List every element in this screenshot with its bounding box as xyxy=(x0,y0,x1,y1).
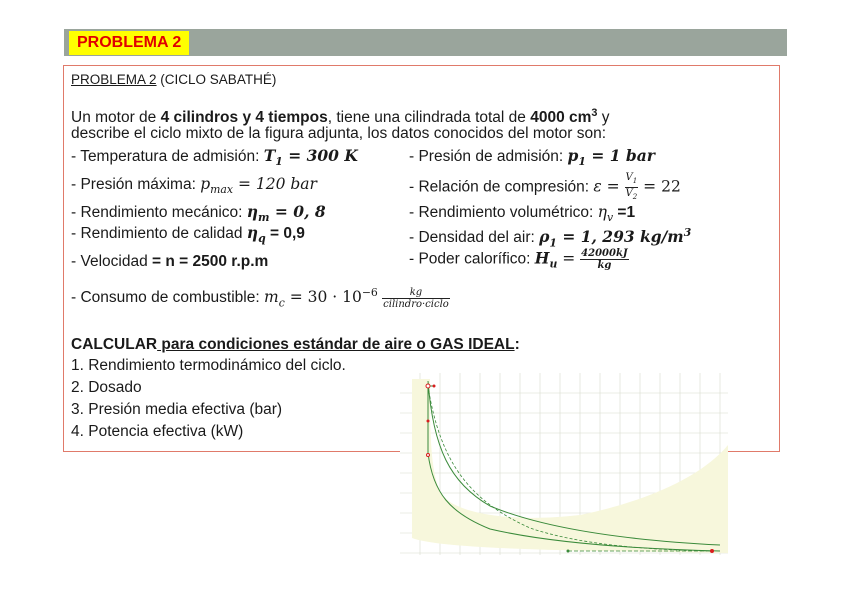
param-exponent: −6 xyxy=(361,286,378,299)
param-sub: 1 xyxy=(275,155,283,169)
intro-text-3: y xyxy=(597,109,610,127)
param-intake-pressure xyxy=(409,147,655,171)
param-label: - Rendimiento volumétrico: xyxy=(409,204,598,221)
param-sub: q xyxy=(258,232,266,246)
param-sub: u xyxy=(549,257,558,271)
calc-title-b: para condiciones estándar de aire o GAS IDEAL xyxy=(157,336,515,353)
param-sub: m xyxy=(258,211,270,225)
param-value: = 22 xyxy=(638,177,681,196)
param-label: - Relación de compresión: xyxy=(409,178,594,196)
cycle-point xyxy=(567,550,570,553)
param-speed xyxy=(71,253,268,271)
intro-bold-2: 4000 cm xyxy=(530,109,592,127)
fraction-denominator: kg xyxy=(597,260,612,271)
calc-item: 4. Potencia efectiva (kW) xyxy=(71,423,244,440)
param-temperature xyxy=(71,147,358,171)
intro-text-1: Un motor de xyxy=(71,109,161,127)
cycle-point xyxy=(427,420,430,423)
problem-heading-rest: (CICLO SABATHÉ) xyxy=(156,72,277,87)
param-max-pressure xyxy=(71,175,317,199)
fraction-numerator: V xyxy=(625,172,633,183)
problem-title-tab: PROBLEMA 2 xyxy=(69,31,189,55)
param-value: = 1 bar xyxy=(585,146,655,165)
param-symbol: H xyxy=(534,248,550,268)
param-value: = n = 2500 r.p.m xyxy=(152,253,269,270)
cycle-point xyxy=(710,549,714,553)
param-sub: max xyxy=(210,183,234,197)
param-value: =1 xyxy=(613,204,636,221)
param-label: - Densidad del air: xyxy=(409,229,540,247)
param-fuel-consumption xyxy=(71,284,450,312)
param-symbol: ε = xyxy=(593,177,625,196)
problem-heading xyxy=(71,71,276,89)
param-label: - Rendimiento mecánico: xyxy=(71,204,247,221)
param-value: = 120 bar xyxy=(233,175,317,193)
param-compression-ratio xyxy=(409,172,681,203)
param-symbol: ρ xyxy=(539,227,550,247)
param-symbol: T xyxy=(263,146,276,165)
calc-title-c: : xyxy=(514,336,520,353)
problem-heading-main: PROBLEMA 2 xyxy=(71,72,157,87)
fraction-numerator: kg xyxy=(382,287,450,299)
intro-text-2: , tiene una cilindrada total de xyxy=(327,109,531,127)
param-equals: = xyxy=(557,249,581,268)
calc-item: 2. Dosado xyxy=(71,379,142,396)
intro-line-1 xyxy=(71,104,610,127)
param-label: - Presión de admisión: xyxy=(409,148,568,165)
param-value: = 30 · 10 xyxy=(284,288,362,307)
cycle-point xyxy=(433,385,436,388)
param-label: - Presión máxima: xyxy=(71,176,201,193)
consumption-fraction xyxy=(382,287,450,310)
param-sub: v xyxy=(606,211,614,225)
param-heating-value xyxy=(409,248,629,274)
param-label: - Rendimiento de calidad xyxy=(71,225,247,242)
param-sub: 1 xyxy=(578,155,586,169)
param-value: = 1, 293 kg/m xyxy=(556,227,684,247)
pv-diagram xyxy=(400,373,728,555)
param-label: - Temperatura de admisión: xyxy=(71,148,264,165)
param-value: = 300 K xyxy=(282,146,358,165)
cycle-point xyxy=(426,384,430,388)
param-label: - Consumo de combustible: xyxy=(71,289,264,307)
ratio-fraction xyxy=(625,172,639,203)
param-symbol: η xyxy=(246,223,259,242)
fraction-numerator-sub: 1 xyxy=(632,177,638,185)
intro-sup: 3 xyxy=(591,107,598,119)
param-sub: c xyxy=(278,296,285,310)
param-symbol: m xyxy=(263,288,279,307)
intro-bold-1: 4 cilindros y 4 tiempos xyxy=(160,109,328,127)
param-symbol: η xyxy=(246,202,259,221)
calc-item: 1. Rendimiento termodinámico del ciclo. xyxy=(71,357,346,374)
param-sub: 1 xyxy=(549,236,557,250)
heating-value-fraction xyxy=(580,248,628,271)
param-quality-efficiency xyxy=(71,224,305,248)
intro-line-2: describe el ciclo mixto de la figura adjunta, los datos conocidos del motor son: xyxy=(71,125,607,142)
param-value: = 0,9 xyxy=(265,225,305,242)
calc-title xyxy=(71,336,520,354)
calc-title-a: CALCULAR xyxy=(71,336,158,353)
cycle-point xyxy=(427,454,430,457)
param-label: - Velocidad xyxy=(71,253,152,270)
fraction-denominator: cilindro·ciclo xyxy=(383,298,449,310)
param-symbol: p xyxy=(567,146,579,165)
fraction-numerator: 42000kJ xyxy=(581,248,628,259)
param-sup: 3 xyxy=(683,226,692,239)
param-symbol: η xyxy=(597,203,607,221)
param-symbol: p xyxy=(200,175,211,193)
fraction-denominator: V xyxy=(625,188,633,199)
calc-item: 3. Presión media efectiva (bar) xyxy=(71,401,283,418)
param-value: = 0, 8 xyxy=(269,202,326,221)
fraction-denominator-sub: 2 xyxy=(632,193,638,201)
param-label: - Poder calorífico: xyxy=(409,250,535,268)
